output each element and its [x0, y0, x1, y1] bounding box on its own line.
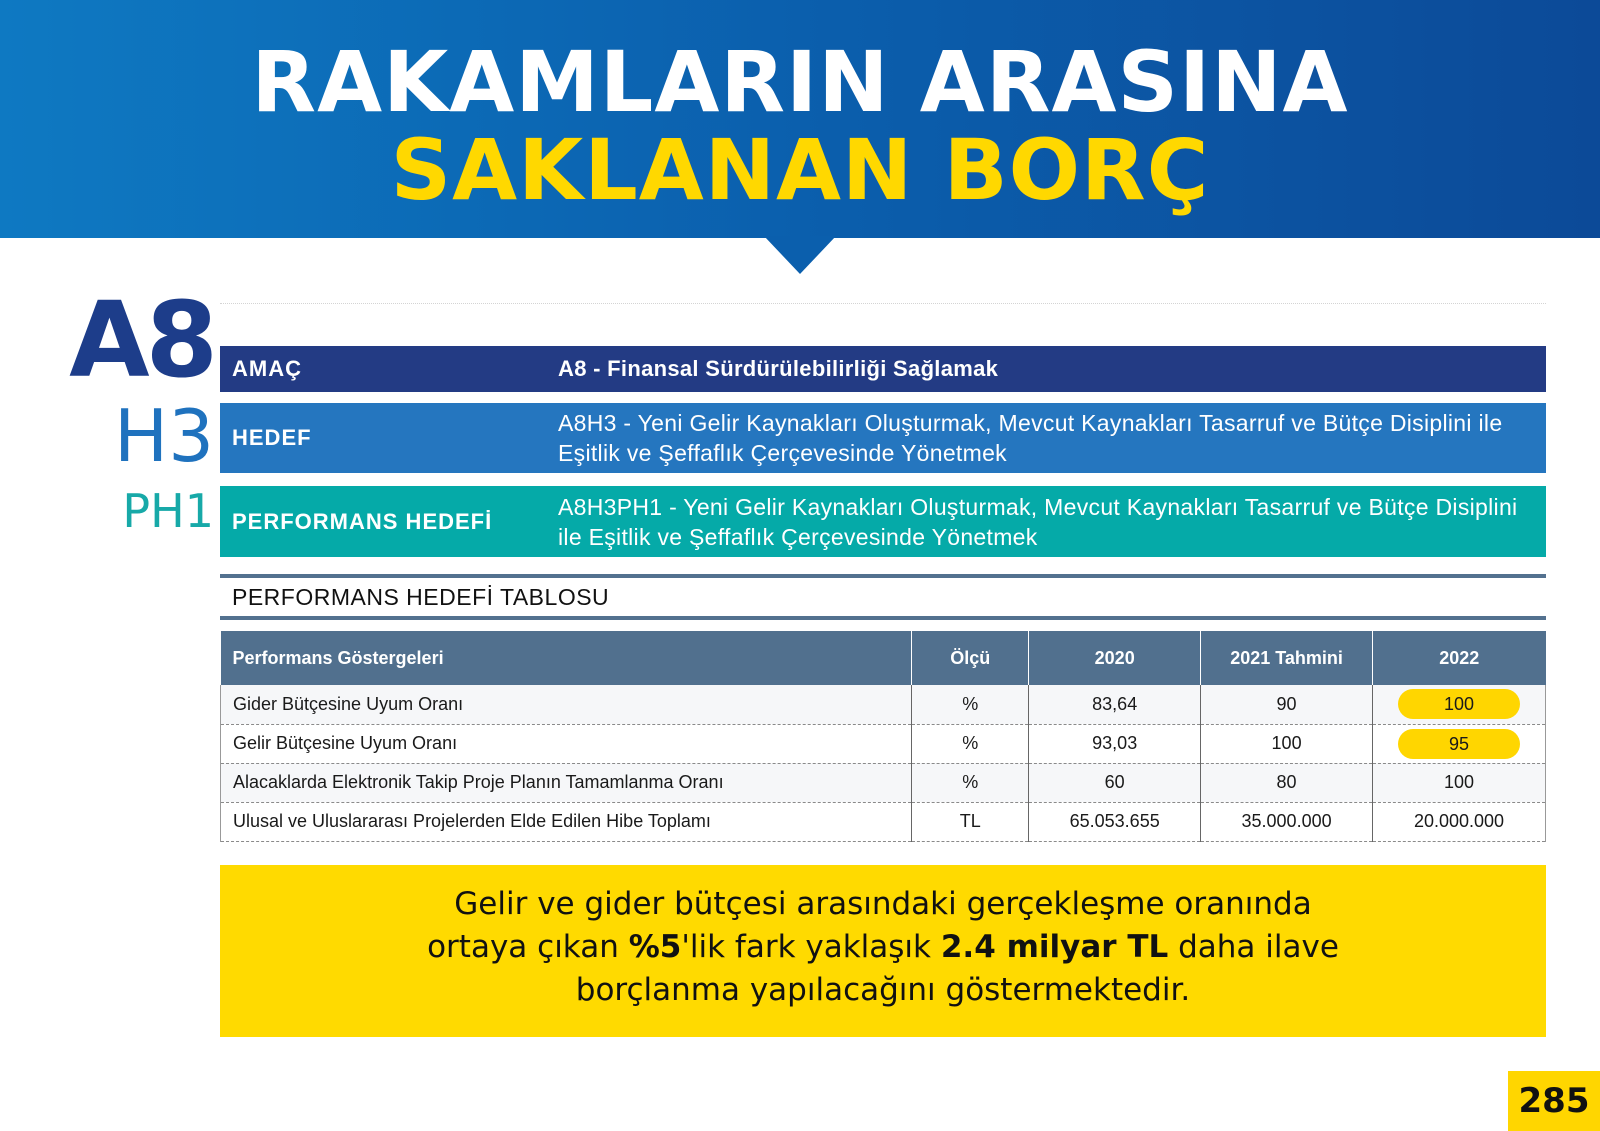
callout-text-part: 'lik fark yaklaşık: [681, 929, 941, 965]
page-title-line-2: SAKLANAN BORÇ: [390, 121, 1210, 219]
code-a8: A8: [69, 279, 214, 401]
cell-indicator: Gelir Bütçesine Uyum Oranı: [221, 724, 912, 763]
cell-2022: [1373, 724, 1546, 763]
cell-2022: [1373, 685, 1546, 724]
callout-bold-percent: %5: [628, 929, 682, 965]
performans-hedefi-value: A8H3PH1 - Yeni Gelir Kaynakları Oluşturmak, Mevcut Kaynakları Tasarruf ve Bütçe Disiplini ile Eşitlik ve Şeffaflık Çerçevesinde Yönetmek: [558, 493, 1518, 550]
cell-2021: 100: [1201, 724, 1373, 763]
cell-2020: 83,64: [1029, 685, 1201, 724]
page-title-line-1: RAKAMLARIN ARASINA: [251, 33, 1349, 131]
callout-line-2: [220, 926, 1546, 969]
callout-text-part: ortaya çıkan: [427, 929, 629, 965]
cell-2021: 80: [1201, 763, 1373, 802]
cell-unit: TL: [912, 802, 1029, 841]
cell-unit: %: [912, 685, 1029, 724]
code-ph1: PH1: [122, 484, 214, 538]
page-number: 285: [1508, 1071, 1600, 1131]
highlight-pill: 100: [1398, 689, 1520, 719]
header-2020: 2020: [1029, 631, 1201, 685]
highlight-pill: 95: [1398, 729, 1520, 759]
header-2021: 2021 Tahmini: [1201, 631, 1373, 685]
callout-text: [220, 883, 1546, 1012]
cell-2020: 93,03: [1029, 724, 1201, 763]
cell-2021: 35.000.000: [1201, 802, 1373, 841]
amac-label: AMAÇ: [232, 356, 302, 381]
performance-table: [220, 631, 1546, 842]
callout-box: [220, 865, 1546, 1037]
hedef-band: [220, 403, 1546, 473]
header-2022: 2022: [1373, 631, 1546, 685]
callout-line-3: borçlanma yapılacağını göstermektedir.: [575, 972, 1191, 1008]
divider: [220, 303, 1546, 304]
callout-text-part: daha ilave: [1168, 929, 1339, 965]
amac-band: [220, 346, 1546, 392]
table-row: [221, 802, 1546, 841]
performans-hedefi-label: PERFORMANS HEDEFİ: [232, 508, 493, 534]
cell-2020: 60: [1029, 763, 1201, 802]
hedef-label: HEDEF: [232, 425, 312, 450]
cell-2020: 65.053.655: [1029, 802, 1201, 841]
cell-indicator: Ulusal ve Uluslararası Projelerden Elde Edilen Hibe Toplamı: [221, 802, 912, 841]
code-h3: H3: [114, 394, 214, 478]
header-banner: [0, 0, 1600, 238]
performans-hedefi-band: [220, 486, 1546, 557]
cell-2022: 20.000.000: [1373, 802, 1546, 841]
table-row: [221, 724, 1546, 763]
header-indicator: Performans Göstergeleri: [221, 631, 912, 685]
hedef-value: A8H3 - Yeni Gelir Kaynakları Oluşturmak, Mevcut Kaynakları Tasarruf ve Bütçe Disiplini ile Eşitlik ve Şeffaflık Çerçevesinde Yönetmek: [558, 410, 1503, 466]
table-row: [221, 685, 1546, 724]
callout-bold-amount: 2.4 milyar TL: [940, 929, 1169, 965]
cell-2022: 100: [1373, 763, 1546, 802]
callout-line-1: Gelir ve gider bütçesi arasındaki gerçekleşme oranında: [454, 886, 1312, 922]
cell-2021: 90: [1201, 685, 1373, 724]
cell-indicator: Alacaklarda Elektronik Takip Proje Planın Tamamlanma Oranı: [221, 763, 912, 802]
cell-unit: %: [912, 724, 1029, 763]
header-unit: Ölçü: [912, 631, 1029, 685]
cell-unit: %: [912, 763, 1029, 802]
table-header-row: [221, 631, 1546, 685]
table-title-bar: [220, 574, 1546, 620]
cell-indicator: Gider Bütçesine Uyum Oranı: [221, 685, 912, 724]
table-row: [221, 763, 1546, 802]
header-pointer-arrow: [764, 236, 836, 274]
amac-value: A8 - Finansal Sürdürülebilirliği Sağlamak: [558, 356, 999, 381]
table-title: PERFORMANS HEDEFİ TABLOSU: [232, 583, 610, 610]
